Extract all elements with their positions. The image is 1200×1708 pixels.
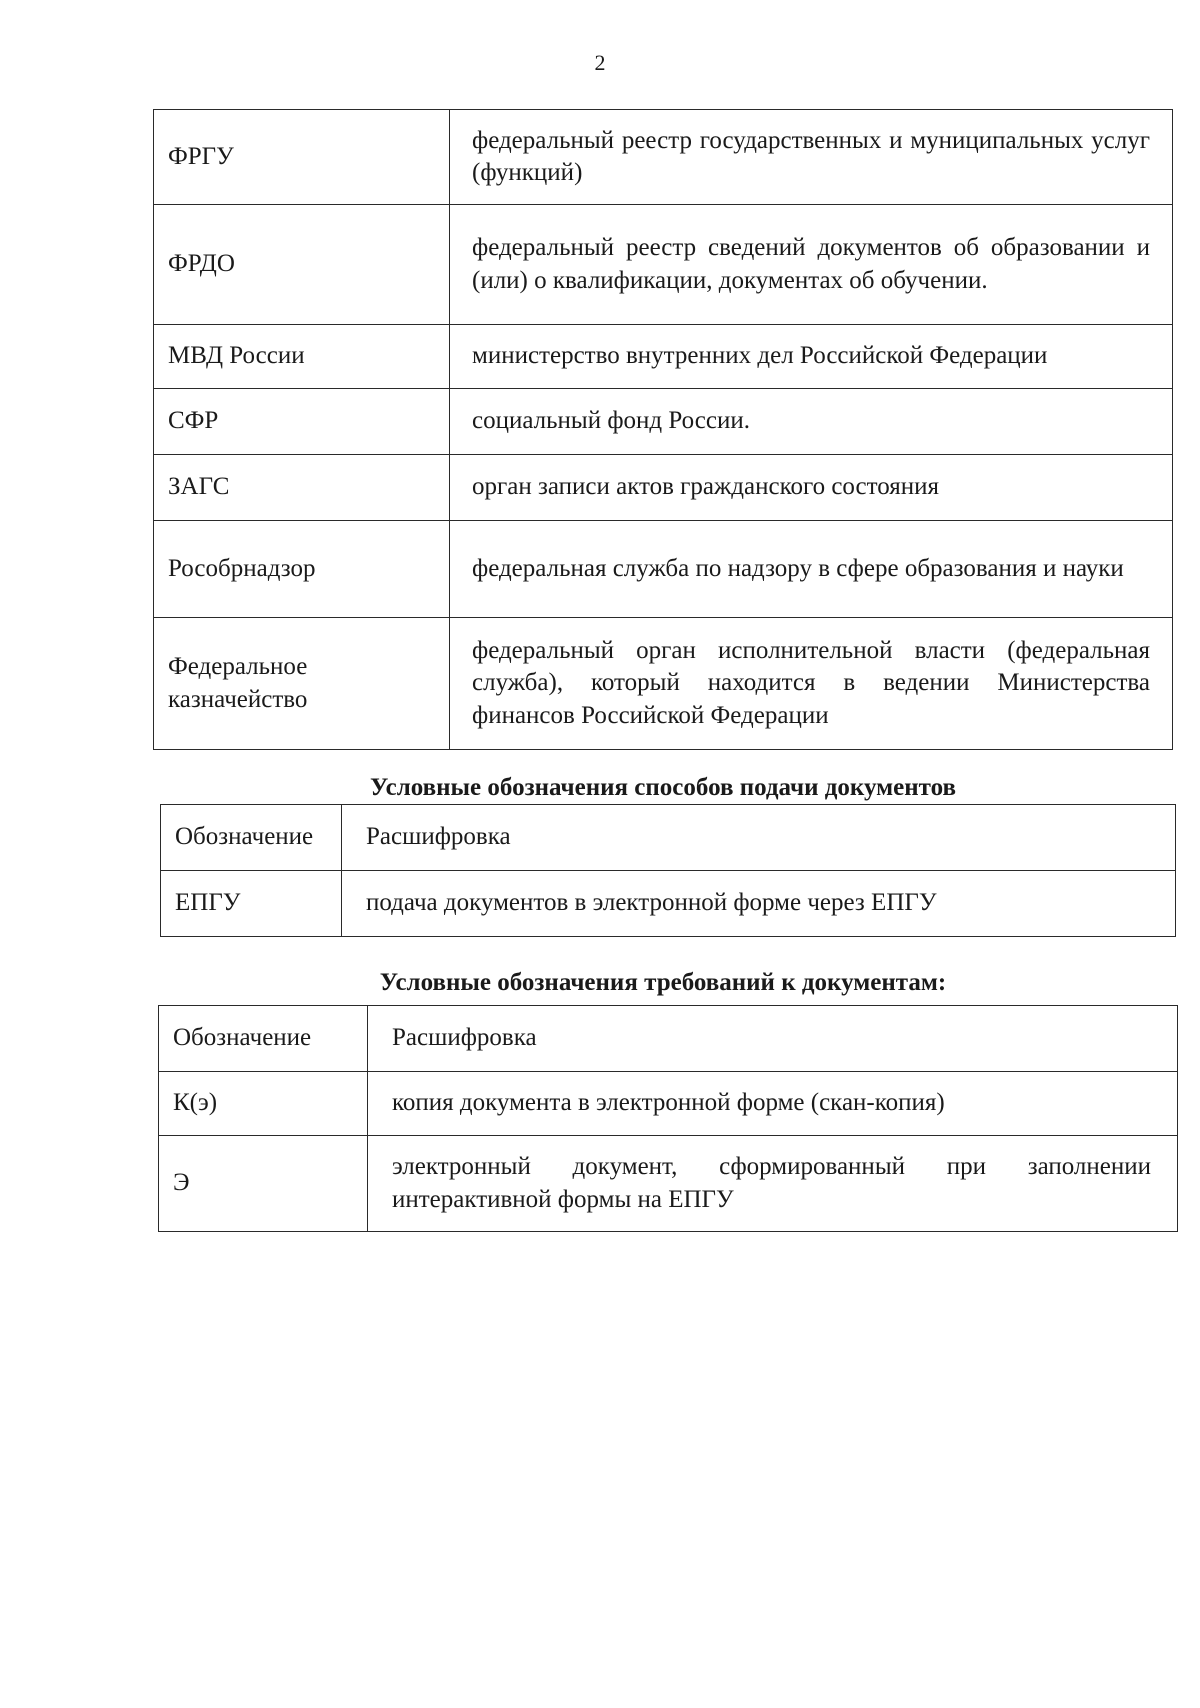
requirement-code: Э (159, 1136, 368, 1232)
abbreviation-term: Федеральное казначейство (154, 618, 450, 750)
requirement-code: К(э) (159, 1072, 368, 1136)
abbreviation-description: федеральная служба по надзору в сфере образования и науки (450, 521, 1173, 618)
abbreviation-description: федеральный орган исполнительной власти (федеральная служба), который находится в ведении Министерства финансов Российской Федерации (450, 618, 1173, 750)
table-row (159, 1136, 1178, 1232)
abbreviation-description: министерство внутренних дел Российской Федерации (450, 325, 1173, 389)
table-row (154, 521, 1173, 618)
submission-methods-title: Условные обозначения способов подачи документов (369, 774, 957, 801)
column-header-description: Расшифровка (368, 1006, 1178, 1072)
table-row (154, 205, 1173, 325)
method-code: ЕПГУ (161, 871, 342, 937)
requirement-description: копия документа в электронной форме (скан-копия) (368, 1072, 1178, 1136)
abbreviation-description: федеральный реестр сведений документов об образовании и (или) о квалификации, документах об обучении. (450, 205, 1173, 325)
abbreviation-term: ЗАГС (154, 455, 450, 521)
abbreviation-term: МВД России (154, 325, 450, 389)
table-row (154, 455, 1173, 521)
table-row (159, 1072, 1178, 1136)
abbreviation-term: ФРДО (154, 205, 450, 325)
column-header-code: Обозначение (161, 805, 342, 871)
table-row (161, 871, 1176, 937)
submission-methods-table (160, 804, 1176, 937)
table-row (154, 389, 1173, 455)
table-row (154, 618, 1173, 750)
table-row (154, 110, 1173, 205)
abbreviation-term: ФРГУ (154, 110, 450, 205)
document-requirements-table (158, 1005, 1178, 1232)
abbreviation-term: СФР (154, 389, 450, 455)
table-row (154, 325, 1173, 389)
requirement-description: электронный документ, сформированный при заполнении интерактивной формы на ЕПГУ (368, 1136, 1178, 1232)
abbreviation-description: федеральный реестр государственных и муниципальных услуг (функций) (450, 110, 1173, 205)
method-description: подача документов в электронной форме через ЕПГУ (342, 871, 1176, 937)
abbreviation-term: Рособрнадзор (154, 521, 450, 618)
abbreviation-description: орган записи актов гражданского состояния (450, 455, 1173, 521)
table-header-row (161, 805, 1176, 871)
column-header-description: Расшифровка (342, 805, 1176, 871)
document-requirements-title: Условные обозначения требований к документам: (379, 969, 947, 996)
column-header-code: Обозначение (159, 1006, 368, 1072)
abbreviations-table (153, 109, 1173, 750)
page-number: 2 (594, 50, 606, 75)
table-header-row (159, 1006, 1178, 1072)
abbreviation-description: социальный фонд России. (450, 389, 1173, 455)
